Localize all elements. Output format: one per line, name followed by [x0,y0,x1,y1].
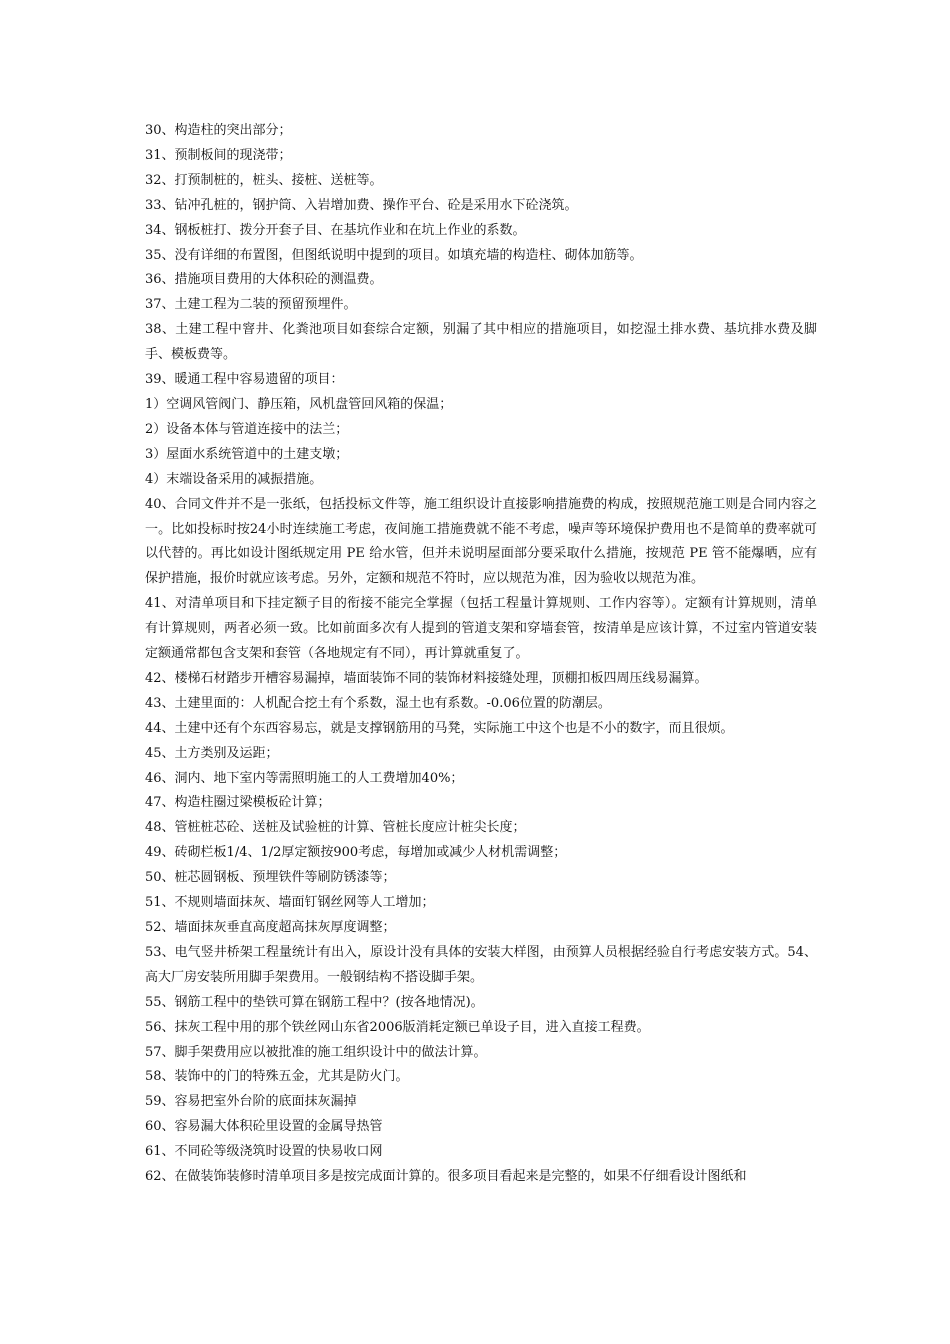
paragraph-35: 35、没有详细的布置图，但图纸说明中提到的项目。如填充墙的构造柱、砌体加筋等。 [145,247,643,263]
paragraph-38: 38、土建工程中窨井、化粪池项目如套综合定额，别漏了其中相应的措施项目，如挖湿土排水费、基坑排水费及脚手、模板费等。 [145,322,817,363]
paragraph-61: 61、不同砼等级浇筑时设置的快易收口网 [145,1144,383,1160]
paragraph-34: 34、钢板桩打、拨分开套子目、在基坑作业和在坑上作业的系数。 [145,222,526,238]
paragraph-43: 43、土建里面的：人机配合挖土有个系数，湿土也有系数。-0.06位置的防潮层。 [145,695,611,711]
paragraph-59: 59、容易把室外台阶的底面抹灰漏掉 [145,1094,357,1110]
paragraph-62: 62、在做装饰装修时清单项目多是按完成面计算的。很多项目看起来是完整的，如果不仔细看设计图纸和 [145,1169,747,1185]
paragraph-33: 33、钻冲孔桩的，钢护筒、入岩增加费、操作平台、砼是采用水下砼浇筑。 [145,197,578,213]
paragraph-39: 39、暖通工程中容易遗留的项目： [145,372,344,388]
paragraph-51: 51、不规则墙面抹灰、墙面钉钢丝网等人工增加； [145,895,435,911]
paragraph-46: 46、洞内、地下室内等需照明施工的人工费增加40%； [145,770,464,786]
paragraph-58: 58、装饰中的门的特殊五金，尤其是防火门。 [145,1069,409,1085]
paragraph-57: 57、脚手架费用应以被批准的施工组织设计中的做法计算。 [145,1044,487,1060]
paragraph-52: 52、墙面抹灰垂直高度超高抹灰厚度调整； [145,920,396,935]
paragraph-60: 60、容易漏大体积砼里设置的金属导热管 [145,1119,383,1135]
paragraph-39-item-4: 4）末端设备采用的减振措施。 [145,471,323,487]
paragraph-36: 36、措施项目费用的大体积砼的测温费。 [145,272,383,288]
paragraph-49: 49、砖砌栏板1/4、1/2厚定额按900考虑，每增加或减少人材机需调整； [145,845,567,861]
paragraph-41: 41、对清单项目和下挂定额子目的衔接不能完全掌握（包括工程量计算规则、工作内容等）。定额有计算规则，清单有计算规则，两者必须一致。比如前面多次有人提到的管道支架和穿墙套管，按清单是应该计算，不过室内管道安装定额通常都包含支架和套管（各地规定有不同），再计算就重复了。 [145,596,817,662]
paragraph-44: 44、土建中还有个东西容易忘，就是支撑钢筋用的马凳，实际施工中这个也是不小的数字，而且很烦。 [145,720,734,736]
paragraph-50: 50、桩芯圆钢板、预埋铁件等刷防锈漆等； [145,870,396,886]
paragraph-32: 32、打预制桩的，桩头、接桩、送桩等。 [145,172,383,188]
paragraph-37: 37、土建工程为二装的预留预埋件。 [145,297,357,313]
paragraph-42: 42、楼梯石材踏步开槽容易漏掉，墙面装饰不同的装饰材料接缝处理，顶棚扣板四周压线易漏算。 [145,670,708,686]
paragraph-55: 55、钢筋工程中的垫铁可算在钢筋工程中？(按各地情况)。 [145,994,484,1010]
paragraph-56: 56、抹灰工程中用的那个铁丝网山东省2006版消耗定额已单设子目，进入直接工程费。 [145,1019,650,1035]
paragraph-39-item-2: 2）设备本体与管道连接中的法兰； [145,421,349,437]
paragraph-48: 48、管桩桩芯砼、送桩及试验桩的计算、管桩长度应计桩尖长度； [145,820,526,836]
paragraph-30: 30、构造柱的突出部分； [145,123,292,138]
paragraph-53: 53、电气竖井桥架工程量统计有出入，原设计没有具体的安装大样图，由预算人员根据经验自行考虑安装方式。54、高大厂房安装所用脚手架费用。一般钢结构不搭设脚手架。 [145,944,817,985]
paragraph-40: 40、合同文件并不是一张纸，包括投标文件等，施工组织设计直接影响措施费的构成，按照规范施工则是合同内容之一。比如投标时按24小时连续施工考虑，夜间施工措施费就不能不考虑，噪声等环境保护费用也不是简单的费率就可以代替的。再比如设计图纸规定用 PE 给水管，但并未说明屋面部分要采取什么措施，按规范 PE 管不能爆晒，应有保护措施，报价时就应该考虑。另外，定额和规范不符时，应以规范为准，因为验收以规范为准。 [145,496,817,587]
document-page [145,119,817,1190]
paragraph-39-item-1: 1）空调风管阀门、静压箱，风机盘管回风箱的保温； [145,396,453,412]
paragraph-45: 45、土方类别及运距； [145,745,279,761]
paragraph-47: 47、构造柱圈过梁模板砼计算； [145,795,331,811]
paragraph-31: 31、预制板间的现浇带； [145,147,292,163]
paragraph-39-item-3: 3）屋面水系统管道中的土建支墩； [145,446,349,462]
